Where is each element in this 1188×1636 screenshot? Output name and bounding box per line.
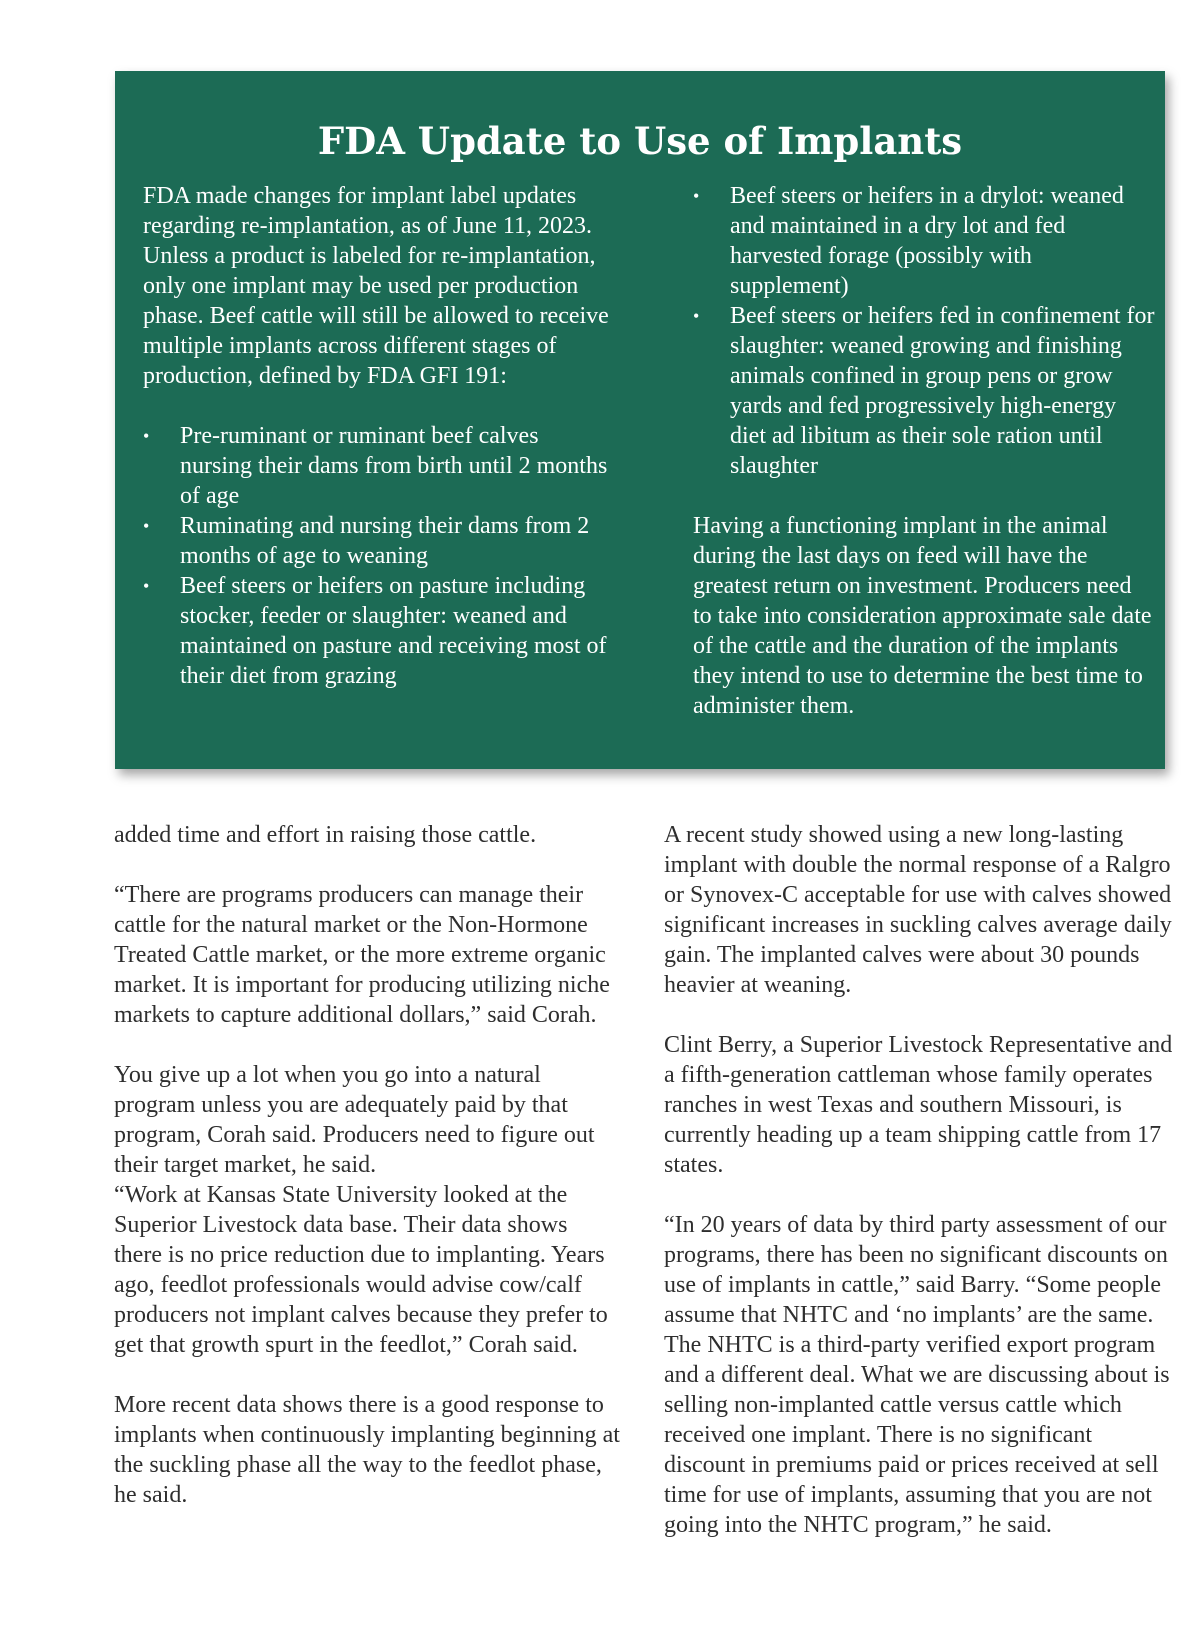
paragraph: More recent data shows there is a good response to implants when continuously implanting beginning at the suckling phase all the way to the feedlot phase, he said. [114, 1392, 620, 1508]
article-right-column [664, 820, 1176, 1570]
sidebar-left-column [143, 181, 613, 691]
list-item: • Beef steers or heifers on pasture including stocker, feeder or slaughter: weaned and maintained on pasture and receiving most of their diet from grazing [143, 573, 607, 689]
paragraph: A recent study showed using a new long-lasting implant with double the normal response of a Ralgro or Synovex-C acceptable for use with calves showed significant increases in suckling calves average daily gain. The implanted calves were about 30 pounds heavier at weaning. [664, 822, 1172, 998]
sidebar-title: FDA Update to Use of Implants [317, 119, 963, 163]
bullet-icon: • [693, 186, 700, 206]
paragraph: added time and effort in raising those cattle. [114, 822, 537, 848]
list-item: • Beef steers or heifers in a drylot: weaned and maintained in a dry lot and fed harvested forage (possibly with supplement) [693, 183, 1124, 299]
sidebar-bullet-list-right [693, 181, 1155, 481]
paragraph: “Work at Kansas State University looked at the Superior Livestock data base. Their data shows there is no price reduction due to implanting. Years ago, feedlot professionals would advise cow/calf producers not implant calves because they prefer to get that growth spurt in the feedlot,” Corah said. [114, 1182, 608, 1358]
bullet-icon: • [143, 516, 150, 536]
bullet-icon: • [143, 576, 150, 596]
bullet-icon: • [143, 426, 150, 446]
fda-update-sidebar [115, 71, 1165, 769]
sidebar-closing: Having a functioning implant in the animal during the last days on feed will have the greatest return on investment. Producers need to take into consideration approximate sale date of the cattle and the duration of the implants they intend to use to determine the best time to administer them. [693, 513, 1152, 719]
sidebar-intro: FDA made changes for implant label updates regarding re-implantation, as of June 11, 2023. Unless a product is labeled for re-implantation, only one implant may be used per production phase. Beef cattle will still be allowed to receive multiple implants across different stages of production, defined by FDA GFI 191: [143, 183, 609, 389]
paragraph: Clint Berry, a Superior Livestock Representative and a fifth-generation cattleman whose family operates ranches in west Texas and southern Missouri, is currently heading up a team shipping cattle from 17 states. [664, 1032, 1173, 1178]
list-item: • Pre-ruminant or ruminant beef calves nursing their dams from birth until 2 months of age [143, 423, 608, 509]
paragraph: “In 20 years of data by third party assessment of our programs, there has been no significant discounts on use of implants in cattle,” said Barry. “Some people assume that NHTC and ‘no implants’ are the same. The NHTC is a third-party verified export program and a different deal. What we are discussing about is selling non-implanted cattle versus cattle which received one implant. There is no significant discount in premiums paid or prices received at sell time for use of implants, assuming that you are not going into the NHTC program,” he said. [664, 1212, 1170, 1538]
paragraph: “There are programs producers can manage their cattle for the natural market or the Non-Hormone Treated Cattle market, or the more extreme organic market. It is important for producing utilizing niche markets to capture additional dollars,” said Corah. [114, 882, 610, 1028]
list-item: • Beef steers or heifers fed in confinement for slaughter: weaned growing and finishing animals confined in group pens or grow yards and fed progressively high-energy diet ad libitum as their sole ration until slaughter [693, 303, 1155, 479]
paragraph: You give up a lot when you go into a natural program unless you are adequately paid by that program, Corah said. Producers need to figure out their target market, he said. [114, 1062, 595, 1178]
sidebar-bullet-list-left [143, 421, 613, 691]
article-left-column [114, 820, 620, 1540]
sidebar-right-column [693, 181, 1155, 721]
bullet-icon: • [693, 306, 700, 326]
list-item: • Ruminating and nursing their dams from 2 months of age to weaning [143, 513, 590, 569]
